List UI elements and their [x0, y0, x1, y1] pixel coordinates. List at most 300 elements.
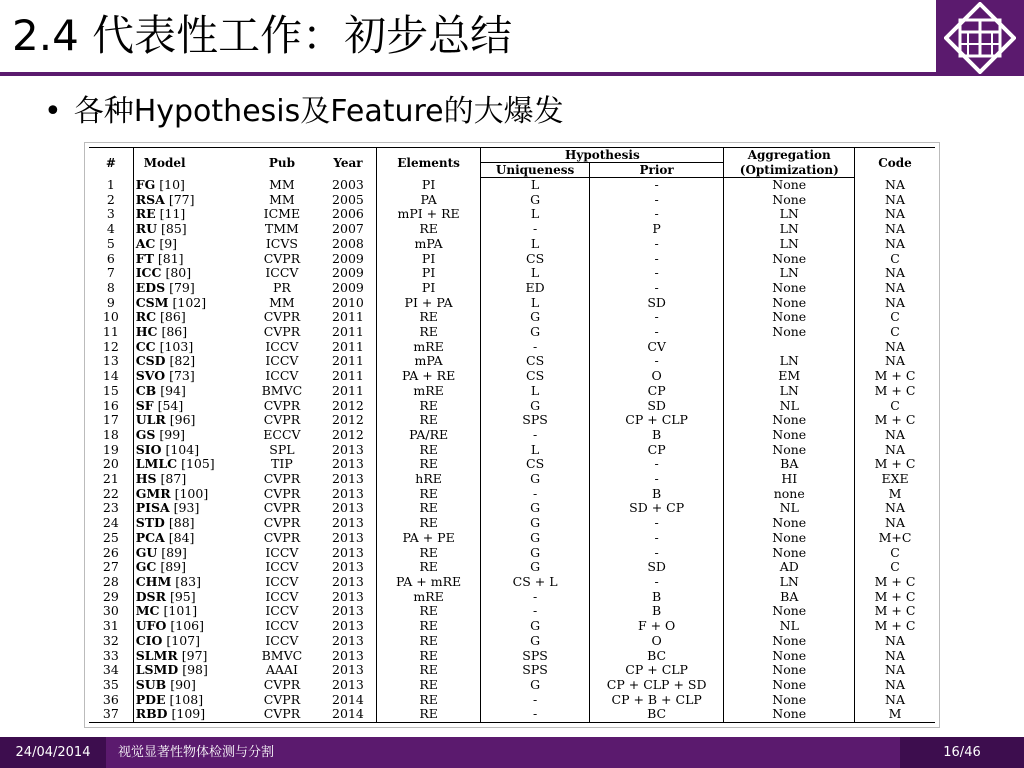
model-name: RE: [135, 206, 156, 222]
cell-year: 2006: [332, 206, 364, 222]
model-name: CHM: [135, 573, 172, 589]
cell-prior: SD: [589, 296, 724, 311]
model-name: RC: [135, 309, 157, 325]
cell-num: 20: [102, 456, 119, 472]
cell-num: 19: [102, 441, 119, 457]
methods-table: [89, 147, 935, 723]
cell-pub: CVPR: [263, 515, 301, 531]
footer-bar: [0, 737, 1024, 768]
cell-prior: -: [589, 266, 724, 281]
cell-num: 17: [102, 412, 119, 428]
cell-aggregation: None: [724, 310, 855, 325]
cell-aggregation: None: [724, 413, 855, 428]
table-row: [89, 266, 935, 281]
cell-code: M+C: [855, 531, 935, 546]
cell-num: 30: [102, 603, 119, 619]
model-name: CC: [135, 338, 156, 354]
cell-prior: -: [589, 281, 724, 296]
cell-elements: hRE: [376, 472, 480, 487]
model-reference: [11]: [159, 206, 186, 222]
table-row: [89, 472, 935, 487]
model-name: LSMD: [135, 662, 179, 678]
model-reference: [54]: [157, 397, 184, 413]
cell-prior: -: [589, 354, 724, 369]
cell-year: 2012: [332, 412, 364, 428]
cell-elements: mPA: [376, 354, 480, 369]
cell-num: 9: [106, 294, 115, 310]
cell-year: 2013: [332, 544, 364, 560]
header-code: Code: [855, 148, 935, 178]
cell-prior: O: [589, 634, 724, 649]
table-row: [89, 575, 935, 590]
cell-code: NA: [855, 516, 935, 531]
model-name: DSR: [135, 588, 166, 604]
cell-uniqueness: G: [481, 472, 590, 487]
cell-model: [133, 193, 244, 208]
table-image: [84, 142, 940, 728]
cell-year: 2012: [332, 426, 364, 442]
model-name: GS: [135, 426, 156, 442]
cell-year: 2013: [332, 573, 364, 589]
cell-elements: PA + RE: [376, 369, 480, 384]
cell-aggregation: None: [724, 325, 855, 340]
cell-uniqueness: CS: [481, 457, 590, 472]
cell-prior: CP + CLP + SD: [589, 678, 724, 693]
model-reference: [77]: [168, 191, 195, 207]
cell-aggregation: NL: [724, 619, 855, 634]
model-name: HC: [135, 324, 158, 340]
cell-prior: -: [589, 237, 724, 252]
cell-uniqueness: L: [481, 266, 590, 281]
cell-year: 2011: [332, 382, 364, 398]
cell-elements: RE: [376, 413, 480, 428]
cell-num: 34: [102, 662, 119, 678]
table-row: [89, 619, 935, 634]
cell-num: 21: [102, 471, 119, 487]
cell-year: 2012: [332, 397, 364, 413]
cell-aggregation: None: [724, 604, 855, 619]
cell-pub: MM: [269, 191, 295, 207]
cell-uniqueness: G: [481, 531, 590, 546]
cell-uniqueness: -: [481, 590, 590, 605]
cell-num: 24: [102, 515, 119, 531]
cell-uniqueness: G: [481, 619, 590, 634]
cell-num: 2: [106, 191, 115, 207]
cell-elements: RE: [376, 310, 480, 325]
cell-code: NA: [855, 207, 935, 222]
table-row: [89, 693, 935, 708]
cell-uniqueness: L: [481, 178, 590, 193]
cell-code: NA: [855, 193, 935, 208]
model-reference: [79]: [169, 279, 195, 295]
cell-uniqueness: G: [481, 678, 590, 693]
cell-year: 2009: [332, 250, 364, 266]
cell-code: NA: [855, 266, 935, 281]
cell-prior: B: [589, 428, 724, 443]
cell-year: 2014: [332, 691, 364, 707]
cell-year: 2013: [332, 456, 364, 472]
cell-pub: ICCV: [265, 338, 299, 354]
cell-model: [133, 678, 244, 693]
cell-elements: RE: [376, 546, 480, 561]
model-reference: [101]: [163, 603, 198, 619]
cell-uniqueness: -: [481, 693, 590, 708]
cell-pub: BMVC: [261, 647, 303, 663]
cell-aggregation: LN: [724, 575, 855, 590]
cell-aggregation: none: [724, 487, 855, 502]
model-reference: [99]: [159, 426, 186, 442]
cell-year: 2009: [332, 265, 364, 281]
cell-aggregation: None: [724, 649, 855, 664]
model-name: CIO: [135, 632, 163, 648]
cell-pub: TIP: [271, 456, 293, 472]
model-reference: [104]: [165, 441, 200, 457]
cell-prior: CV: [589, 340, 724, 355]
cell-elements: RE: [376, 399, 480, 414]
table-row: [89, 487, 935, 502]
model-reference: [80]: [165, 265, 192, 281]
cell-model: [133, 281, 244, 296]
cell-model: [133, 413, 244, 428]
cell-model: [133, 487, 244, 502]
model-name: SUB: [135, 676, 167, 692]
cell-aggregation: None: [724, 663, 855, 678]
model-name: SF: [135, 397, 154, 413]
model-name: EDS: [135, 279, 166, 295]
cell-uniqueness: -: [481, 340, 590, 355]
cell-model: [133, 663, 244, 678]
cell-elements: RE: [376, 649, 480, 664]
table-row: [89, 649, 935, 664]
cell-pub: CVPR: [263, 500, 301, 516]
model-name: HS: [135, 471, 157, 487]
model-name: LMLC: [135, 456, 178, 472]
cell-uniqueness: L: [481, 443, 590, 458]
cell-elements: PI: [376, 266, 480, 281]
cell-num: 23: [102, 500, 119, 516]
cell-elements: PA/RE: [376, 428, 480, 443]
cell-model: [133, 619, 244, 634]
cell-uniqueness: CS: [481, 369, 590, 384]
cell-uniqueness: L: [481, 207, 590, 222]
cell-uniqueness: G: [481, 325, 590, 340]
model-name: CSD: [135, 353, 166, 369]
model-name: SLMR: [135, 647, 178, 663]
cell-aggregation: NL: [724, 501, 855, 516]
cell-uniqueness: L: [481, 237, 590, 252]
cell-code: C: [855, 546, 935, 561]
model-reference: [102]: [172, 294, 207, 310]
table-row: [89, 222, 935, 237]
cell-code: M + C: [855, 604, 935, 619]
cell-model: [133, 222, 244, 237]
cell-elements: RE: [376, 634, 480, 649]
header-model: Model: [133, 148, 244, 178]
cell-pub: ICCV: [265, 618, 299, 634]
cell-pub: PR: [272, 279, 291, 295]
slide-title: 2.4 代表性工作：初步总结: [12, 11, 513, 60]
cell-pub: CVPR: [263, 529, 301, 545]
model-reference: [107]: [166, 632, 200, 648]
cell-pub: ICCV: [265, 603, 299, 619]
cell-code: NA: [855, 501, 935, 516]
cell-year: 2008: [332, 235, 364, 251]
cell-num: 7: [106, 265, 115, 281]
cell-prior: -: [589, 178, 724, 193]
table-row: [89, 354, 935, 369]
model-reference: [100]: [174, 485, 209, 501]
cell-year: 2011: [332, 338, 364, 354]
cell-model: [133, 575, 244, 590]
cell-uniqueness: -: [481, 604, 590, 619]
cell-model: [133, 560, 244, 575]
cell-prior: -: [589, 325, 724, 340]
cell-aggregation: None: [724, 634, 855, 649]
cell-model: [133, 443, 244, 458]
cell-prior: CP + B + CLP: [589, 693, 724, 708]
cell-pub: CVPR: [263, 412, 301, 428]
cell-elements: PI: [376, 281, 480, 296]
cell-pub: ICCV: [265, 588, 299, 604]
cell-year: 2013: [332, 618, 364, 634]
cell-code: C: [855, 399, 935, 414]
cell-elements: mRE: [376, 384, 480, 399]
cell-elements: RE: [376, 604, 480, 619]
cell-year: 2009: [332, 279, 364, 295]
cell-code: NA: [855, 222, 935, 237]
model-name: GMR: [135, 485, 171, 501]
cell-uniqueness: G: [481, 560, 590, 575]
model-reference: [85]: [160, 221, 187, 237]
cell-code: NA: [855, 237, 935, 252]
cell-uniqueness: G: [481, 193, 590, 208]
model-name: AC: [135, 235, 156, 251]
cell-model: [133, 649, 244, 664]
cell-uniqueness: G: [481, 399, 590, 414]
cell-code: C: [855, 560, 935, 575]
cell-model: [133, 178, 244, 193]
cell-prior: -: [589, 531, 724, 546]
table-row: [89, 325, 935, 340]
cell-elements: PA + mRE: [376, 575, 480, 590]
cell-prior: -: [589, 252, 724, 267]
cell-year: 2013: [332, 471, 364, 487]
cell-pub: ICCV: [265, 353, 299, 369]
table-row: [89, 252, 935, 267]
cell-model: [133, 604, 244, 619]
model-name: STD: [135, 515, 165, 531]
cell-aggregation: None: [724, 531, 855, 546]
cell-year: 2014: [320, 707, 376, 722]
cell-uniqueness: SPS: [481, 663, 590, 678]
cell-aggregation: None: [724, 428, 855, 443]
bullet-dot: •: [44, 94, 62, 129]
cell-prior: CP + CLP: [589, 663, 724, 678]
cell-aggregation: BA: [724, 457, 855, 472]
cell-num: 27: [102, 559, 119, 575]
cell-uniqueness: G: [481, 634, 590, 649]
cell-model: [133, 634, 244, 649]
model-reference: [9]: [159, 235, 178, 251]
cell-code: C: [855, 310, 935, 325]
table-row: [89, 560, 935, 575]
model-reference: [73]: [169, 368, 195, 384]
cell-code: M + C: [855, 457, 935, 472]
model-name: ICC: [135, 265, 162, 281]
cell-year: 2013: [332, 588, 364, 604]
model-reference: [103]: [159, 338, 194, 354]
cell-uniqueness: -: [481, 428, 590, 443]
model-name: GU: [135, 544, 158, 560]
cell-elements: RE: [376, 443, 480, 458]
model-name: FT: [135, 250, 154, 266]
cell-elements: RE: [376, 678, 480, 693]
cell-aggregation: LN: [724, 222, 855, 237]
cell-num: 1: [106, 176, 115, 192]
cell-aggregation: HI: [724, 472, 855, 487]
cell-model: [133, 399, 244, 414]
table-row: [89, 237, 935, 252]
cell-aggregation: None: [724, 193, 855, 208]
model-reference: [84]: [168, 529, 195, 545]
cell-pub: CVPR: [263, 309, 301, 325]
model-reference: [95]: [169, 588, 196, 604]
cell-aggregation: None: [724, 693, 855, 708]
cell-elements: RE: [376, 487, 480, 502]
model-name: RBD: [135, 706, 168, 722]
cell-model: [133, 325, 244, 340]
cell-pub: CVPR: [263, 676, 301, 692]
cell-pub: AAAI: [265, 662, 298, 678]
cell-pub: CVPR: [263, 250, 301, 266]
cell-uniqueness: ED: [481, 281, 590, 296]
cell-num: 10: [102, 309, 119, 325]
cell-elements: RE: [376, 222, 480, 237]
cell-elements: mRE: [376, 340, 480, 355]
cell-prior: BC: [589, 649, 724, 664]
cell-pub: CVPR: [263, 324, 301, 340]
header-prior: Prior: [589, 163, 724, 178]
model-reference: [89]: [161, 544, 187, 560]
cell-num: 35: [102, 676, 119, 692]
footer-course-title: 视觉显著性物体检测与分割: [118, 745, 275, 760]
model-name: UFO: [135, 618, 167, 634]
cell-code: NA: [855, 296, 935, 311]
cell-year: 2011: [332, 324, 364, 340]
cell-num: 13: [102, 353, 119, 369]
cell-code: NA: [855, 649, 935, 664]
model-reference: [89]: [160, 559, 186, 575]
cell-num: 26: [102, 544, 119, 560]
bullet-item: [44, 90, 564, 134]
cell-year: 2003: [332, 176, 364, 192]
cell-year: 2013: [332, 647, 364, 663]
cell-model: [133, 296, 244, 311]
cell-num: 8: [106, 279, 115, 295]
cell-uniqueness: CS: [481, 354, 590, 369]
model-reference: [105]: [181, 456, 215, 472]
table-row: [89, 516, 935, 531]
cell-uniqueness: SPS: [481, 649, 590, 664]
model-name: PDE: [135, 691, 166, 707]
cell-prior: SD + CP: [589, 501, 724, 516]
cell-elements: RE: [376, 560, 480, 575]
cell-aggregation: None: [724, 252, 855, 267]
cell-aggregation: EM: [724, 369, 855, 384]
cell-aggregation: LN: [724, 237, 855, 252]
model-reference: [94]: [160, 382, 186, 398]
cell-code: NA: [855, 281, 935, 296]
university-seal-icon: [944, 2, 1016, 74]
cell-num: 28: [102, 573, 119, 589]
cell-code: EXE: [855, 472, 935, 487]
cell-code: M: [855, 487, 935, 502]
cell-aggregation: BA: [724, 590, 855, 605]
cell-prior: -: [589, 457, 724, 472]
model-reference: [108]: [169, 691, 204, 707]
model-reference: [86]: [160, 309, 186, 325]
cell-model: [133, 516, 244, 531]
cell-pub: CVPR: [263, 471, 301, 487]
cell-elements: RE: [376, 501, 480, 516]
cell-aggregation: AD: [724, 560, 855, 575]
cell-model: [133, 546, 244, 561]
model-name: FG: [135, 176, 156, 192]
cell-elements: RE: [376, 516, 480, 531]
cell-pub: ICCV: [265, 265, 299, 281]
cell-code: M + C: [855, 590, 935, 605]
cell-model: [133, 472, 244, 487]
table-row: [89, 501, 935, 516]
cell-code: M + C: [855, 575, 935, 590]
logo: [936, 0, 1024, 76]
cell-pub: CVPR: [263, 691, 301, 707]
cell-model: [133, 707, 244, 722]
cell-uniqueness: -: [481, 707, 590, 722]
cell-code: M + C: [855, 369, 935, 384]
model-name: SIO: [135, 441, 162, 457]
cell-code: NA: [855, 178, 935, 193]
model-name: ULR: [135, 412, 166, 428]
cell-prior: F + O: [589, 619, 724, 634]
cell-pub: MM: [269, 294, 295, 310]
cell-code: M: [855, 707, 935, 722]
cell-prior: O: [589, 369, 724, 384]
table-row: [89, 604, 935, 619]
cell-aggregation: None: [724, 296, 855, 311]
cell-elements: RE: [376, 693, 480, 708]
cell-code: NA: [855, 428, 935, 443]
cell-pub: ICCV: [265, 368, 299, 384]
cell-year: 2010: [332, 294, 364, 310]
model-name: RSA: [135, 191, 165, 207]
title-underline: [0, 72, 936, 76]
table-row: [89, 634, 935, 649]
cell-code: C: [855, 252, 935, 267]
cell-code: C: [855, 325, 935, 340]
cell-pub: MM: [269, 176, 295, 192]
cell-prior: P: [589, 222, 724, 237]
cell-prior: BC: [589, 707, 724, 722]
table-row: [89, 590, 935, 605]
cell-pub: ECCV: [263, 426, 301, 442]
cell-elements: mRE: [376, 590, 480, 605]
cell-model: [133, 340, 244, 355]
cell-num: 6: [106, 250, 115, 266]
cell-uniqueness: L: [481, 296, 590, 311]
cell-model: [133, 501, 244, 516]
table-row: [89, 413, 935, 428]
